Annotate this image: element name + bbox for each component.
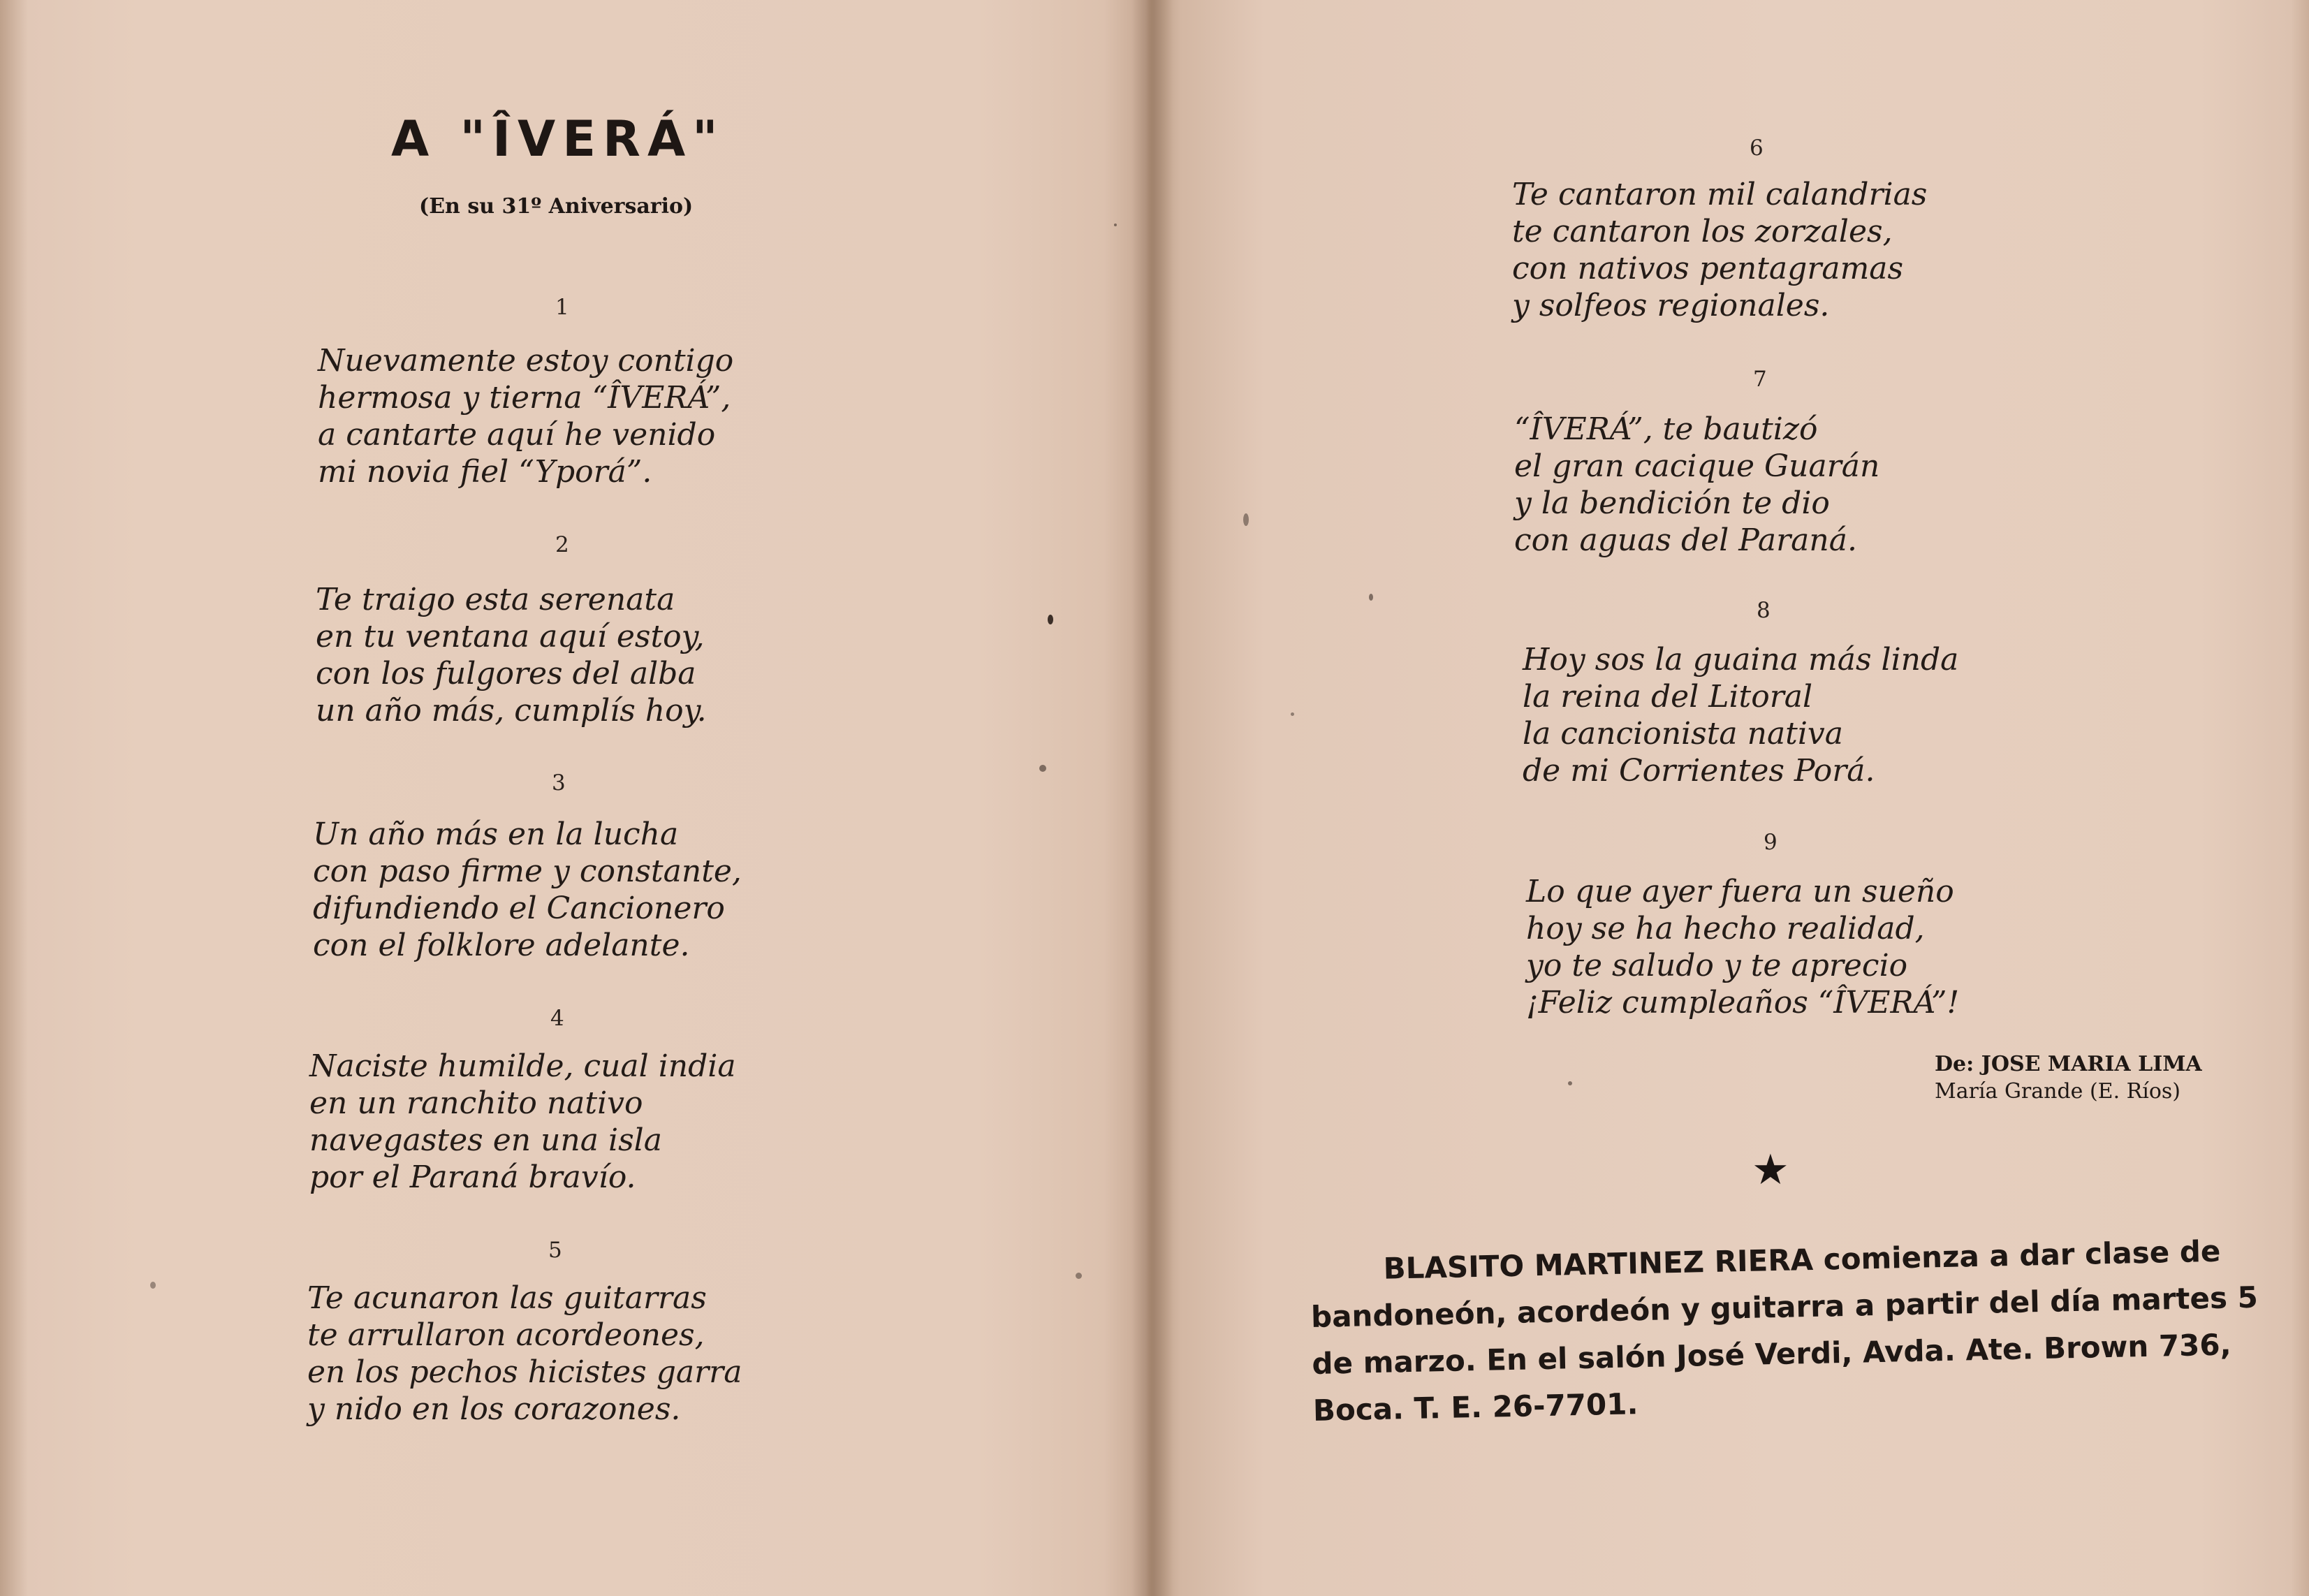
verse-line: la cancionista nativa bbox=[1523, 716, 1844, 752]
verse-line: con paso firme y constante, bbox=[313, 854, 742, 889]
verse-line: con aguas del Paraná. bbox=[1514, 522, 1857, 558]
verse-line: difundiendo el Cancionero bbox=[313, 891, 725, 926]
verse-line: Lo que ayer fuera un sueño bbox=[1526, 874, 1954, 909]
verse-line: ¡Feliz cumpleaños “ÎVERÁ”! bbox=[1526, 985, 1960, 1020]
stanza-number: 4 bbox=[550, 1006, 564, 1031]
verse-line: te cantaron los zorzales, bbox=[1512, 214, 1893, 249]
verse-line: Naciste humilde, cual india bbox=[309, 1048, 736, 1084]
announcement-line: de marzo. En el salón José Verdi, Avda. Ate. Brown 736, bbox=[1311, 1327, 2232, 1381]
paper-speck bbox=[1076, 1273, 1082, 1279]
stanza bbox=[309, 1048, 736, 1196]
paper-speck bbox=[1039, 765, 1046, 772]
verse-line: y nido en los corazones. bbox=[307, 1391, 681, 1427]
poem-author: De: JOSE MARIA LIMA bbox=[1935, 1052, 2202, 1076]
verse-line: en un ranchito nativo bbox=[309, 1085, 643, 1121]
verse-line: un año más, cumplís hoy. bbox=[316, 693, 707, 729]
author-place: María Grande (E. Ríos) bbox=[1935, 1079, 2180, 1104]
stanza bbox=[316, 581, 707, 729]
paper-speck bbox=[1243, 513, 1249, 526]
stanza-number: 6 bbox=[1750, 136, 1764, 161]
paper-speck bbox=[1048, 615, 1053, 624]
left-page bbox=[0, 0, 1152, 1596]
stanza-number: 9 bbox=[1764, 830, 1777, 855]
verse-line: de mi Corrientes Porá. bbox=[1523, 753, 1875, 789]
verse-line: hermosa y tierna “ÎVERÁ”, bbox=[318, 380, 731, 416]
stanza-number: 2 bbox=[555, 532, 569, 557]
verse-line: Te traigo esta serenata bbox=[316, 582, 675, 617]
verse-line: mi novia fiel “Yporá”. bbox=[318, 454, 652, 490]
poem-title: A "ÎVERÁ" bbox=[391, 110, 725, 168]
book-gutter bbox=[1131, 0, 1173, 1596]
announcement-line: bandoneón, acordeón y guitarra a partir del día martes 5 bbox=[1310, 1280, 2259, 1334]
verse-line: y solfeos regionales. bbox=[1512, 288, 1830, 323]
announcement-line: Boca. T. E. 26-7701. bbox=[1312, 1386, 1639, 1428]
verse-line: yo te saludo y te aprecio bbox=[1526, 948, 1908, 983]
verse-line: Te cantaron mil calandrias bbox=[1512, 177, 1928, 212]
verse-line: y la bendición te dio bbox=[1514, 485, 1830, 521]
stanza bbox=[1512, 176, 1927, 324]
stanza bbox=[307, 1280, 742, 1428]
verse-line: Nuevamente estoy contigo bbox=[318, 343, 734, 379]
verse-line: hoy se ha hecho realidad, bbox=[1526, 911, 1925, 946]
paper-speck bbox=[1568, 1081, 1572, 1085]
verse-line: te arrullaron acordeones, bbox=[307, 1317, 705, 1353]
verse-line: Te acunaron las guitarras bbox=[307, 1280, 707, 1316]
verse-line: con el folklore adelante. bbox=[313, 928, 690, 963]
class-announcement bbox=[1310, 1227, 2259, 1434]
verse-line: con los fulgores del alba bbox=[316, 656, 696, 691]
poem-subtitle: (En su 31º Aniversario) bbox=[419, 194, 694, 219]
verse-line: Un año más en la lucha bbox=[313, 817, 679, 852]
paper-speck bbox=[1114, 224, 1117, 226]
stanza bbox=[1523, 641, 1958, 789]
stanza bbox=[318, 342, 733, 490]
stanza bbox=[313, 816, 742, 964]
paper-speck bbox=[1369, 594, 1373, 601]
verse-line: “ÎVERÁ”, te bautizó bbox=[1514, 411, 1818, 447]
paper-speck bbox=[1291, 712, 1294, 716]
stanza-number: 5 bbox=[548, 1238, 562, 1263]
verse-line: la reina del Litoral bbox=[1523, 679, 1813, 715]
announcement-line: BLASITO MARTINEZ RIERA comienza a dar clase de bbox=[1383, 1233, 2221, 1286]
verse-line: en tu ventana aquí estoy, bbox=[316, 619, 705, 654]
stanza bbox=[1514, 411, 1879, 559]
stanza bbox=[1526, 873, 1959, 1021]
verse-line: en los pechos hicistes garra bbox=[307, 1354, 742, 1390]
stanza-number: 1 bbox=[555, 295, 569, 320]
verse-line: el gran cacique Guarán bbox=[1514, 448, 1880, 484]
stanza-number: 7 bbox=[1753, 367, 1767, 392]
stanza-number: 3 bbox=[552, 770, 566, 796]
stanza-number: 8 bbox=[1757, 598, 1771, 623]
verse-line: Hoy sos la guaina más linda bbox=[1523, 642, 1959, 678]
star-icon: ★ bbox=[1752, 1145, 1789, 1194]
verse-line: por el Paraná bravío. bbox=[309, 1159, 636, 1195]
verse-line: con nativos pentagramas bbox=[1512, 251, 1904, 286]
verse-line: a cantarte aquí he venido bbox=[318, 417, 716, 453]
paper-speck bbox=[150, 1282, 156, 1289]
verse-line: navegastes en una isla bbox=[309, 1122, 662, 1158]
